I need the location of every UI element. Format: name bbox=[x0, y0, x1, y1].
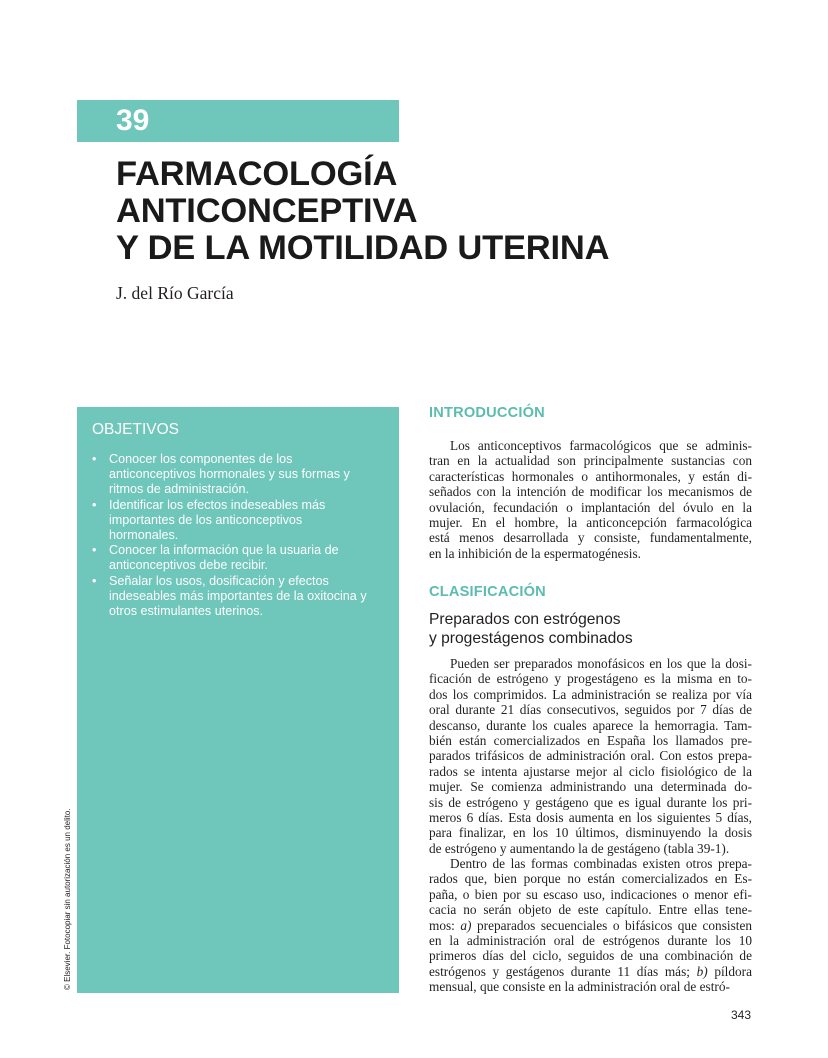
text-line: estrógenos y gestágenos durante 11 días más; b) píldora bbox=[429, 963, 752, 979]
objective-line: Conocer los componentes de los bbox=[109, 452, 293, 466]
objectives-list bbox=[92, 452, 392, 619]
objective-line: Señalar los usos, dosificación y efectos bbox=[109, 573, 329, 588]
page-number: 343 bbox=[731, 1008, 752, 1022]
text-line: descanso, durante los cuales aparece la hemorragia. Tam- bbox=[429, 717, 752, 733]
chapter-title-line: Y DE LA MOTILIDAD UTERINA bbox=[116, 229, 610, 267]
objective-line: Identificar los efectos indeseables más bbox=[109, 497, 326, 512]
text-line: sis de estrógeno y gestágeno que es igual durante los pri- bbox=[429, 794, 752, 810]
chapter-number: 39 bbox=[116, 104, 150, 137]
text-line: dos los comprimidos. La administración se realiza por vía bbox=[429, 686, 752, 702]
clasificacion-paragraph-2 bbox=[429, 856, 752, 995]
objective-item bbox=[92, 574, 392, 620]
text-line: paña, o bien por su escaso uso, indicaciones o menor efi- bbox=[429, 886, 752, 902]
objective-item bbox=[92, 498, 392, 544]
text-line: rados que, bien porque no están comercializados en Es- bbox=[429, 871, 752, 887]
objective-line: indeseables más importantes de la oxitocina y bbox=[109, 588, 367, 603]
enumeration-marker: a) bbox=[460, 917, 472, 933]
text-line: mujer. Se comienza administrando una determinada do- bbox=[429, 779, 752, 795]
text-line: parados trifásicos de administración oral. Con estos prepa- bbox=[429, 748, 752, 764]
chapter-title bbox=[116, 156, 609, 267]
text-line: rados se intenta ajustarse mejor al ciclo fisiológico de la bbox=[429, 763, 752, 779]
text-line: mensual, que consiste en la administración oral de estró- bbox=[429, 979, 730, 995]
text-line: en la inhibición de la espermatogénesis. bbox=[429, 545, 641, 561]
text-line: mos: a) preparados secuenciales o bifásicos que consisten bbox=[429, 917, 752, 933]
section-heading-introduccion: INTRODUCCIÓN bbox=[429, 405, 545, 421]
objective-item bbox=[92, 543, 392, 573]
text-line: meros 6 días. Esta dosis aumenta en los siguientes 5 días, bbox=[429, 809, 752, 825]
text-line: para finalizar, en los 10 últimos, disminuyendo la dosis bbox=[429, 825, 752, 841]
bullet-icon: • bbox=[92, 543, 97, 558]
text-line: ovulación, fecundación o implantación del óvulo en la bbox=[429, 499, 752, 515]
objective-line: anticonceptivos hormonales y sus formas y bbox=[109, 467, 350, 482]
bullet-icon: • bbox=[92, 497, 97, 512]
text-line: primeros días del ciclo, seguidos de una combinación de bbox=[429, 948, 752, 964]
bullet-icon: • bbox=[92, 452, 97, 466]
objectives-heading: OBJETIVOS bbox=[92, 421, 179, 438]
text-line: bién están comercializados en España los llamados pre- bbox=[429, 732, 752, 748]
text-line: en la administración oral de estrógenos durante los 10 bbox=[429, 932, 752, 948]
text-line: cacia no serán objeto de este capítulo. Entre ellas tene- bbox=[429, 902, 752, 918]
text-line: está menos desarrollada y consiste, fundamentalmente, bbox=[429, 530, 752, 546]
objective-item bbox=[92, 452, 392, 498]
subsection-heading bbox=[429, 610, 633, 648]
chapter-title-line: FARMACOLOGÍA bbox=[116, 155, 398, 193]
introduccion-paragraph bbox=[429, 438, 752, 561]
subheading-line: y progestágenos combinados bbox=[429, 630, 633, 647]
objective-line: importantes de los anticonceptivos bbox=[109, 512, 303, 527]
section-heading-clasificacion: CLASIFICACIÓN bbox=[429, 584, 546, 600]
bullet-icon: • bbox=[92, 573, 97, 588]
text-line: señados con la intención de modificar los mecanismos de bbox=[429, 484, 752, 500]
text-line: ficación de estrógeno y progestágeno es la misma en to- bbox=[429, 671, 752, 687]
enumeration-marker: b) bbox=[696, 963, 708, 979]
objective-line: otros estimulantes uterinos. bbox=[109, 604, 263, 619]
chapter-title-line: ANTICONCEPTIVA bbox=[116, 192, 418, 230]
copyright-notice: © Elsevier. Fotocopiar sin autorización es un delito. bbox=[63, 808, 72, 990]
objective-line: Conocer la información que la usuaria de bbox=[109, 543, 339, 558]
objective-line: hormonales. bbox=[109, 528, 179, 543]
text-line: características hormonales o antihormonales, y están di- bbox=[429, 468, 752, 484]
clasificacion-paragraph-1 bbox=[429, 656, 752, 856]
text-line: tran en la actualidad son principalmente sustancias con bbox=[429, 453, 752, 469]
text-line: oral durante 21 días consecutivos, seguidos por 7 días de bbox=[429, 702, 752, 718]
objective-line: anticonceptivos debe recibir. bbox=[109, 558, 268, 573]
text-line: Los anticonceptivos farmacológicos que se adminis- bbox=[450, 438, 752, 453]
chapter-author: J. del Río García bbox=[116, 283, 234, 303]
subheading-line: Preparados con estrógenos bbox=[429, 611, 621, 628]
objective-line: ritmos de administración. bbox=[109, 482, 249, 497]
text-line: Dentro de las formas combinadas existen otros prepa- bbox=[450, 856, 752, 871]
text-line: mujer. En el hombre, la anticoncepción farmacológica bbox=[429, 514, 752, 530]
text-line: de estrógeno y aumentando la de gestágeno (tabla 39-1). bbox=[429, 840, 730, 856]
text-line: Pueden ser preparados monofásicos en los que la dosi- bbox=[450, 656, 752, 671]
